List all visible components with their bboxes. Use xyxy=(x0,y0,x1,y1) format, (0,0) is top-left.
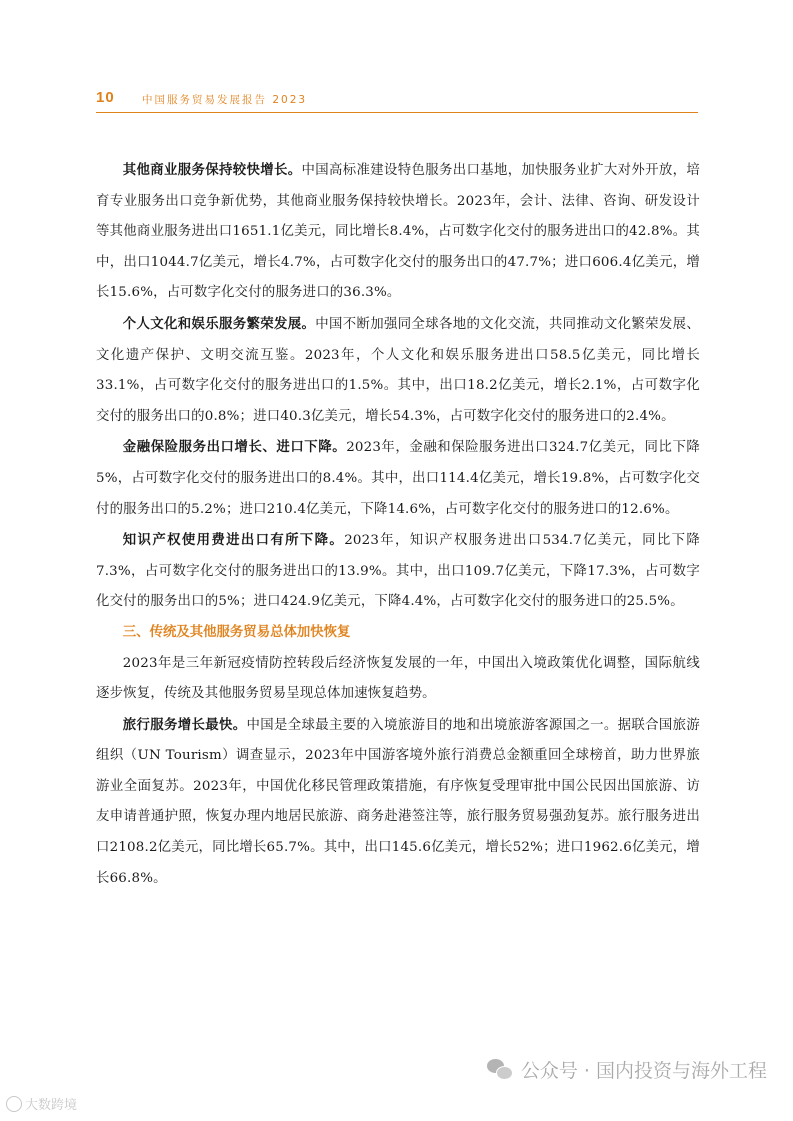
paragraph-other-business xyxy=(96,155,700,309)
paragraph-lead: 个人文化和娱乐服务繁荣发展。 xyxy=(122,315,316,332)
paragraph-lead: 其他商业服务保持较快增长。 xyxy=(122,162,302,178)
paragraph-travel xyxy=(96,710,700,895)
paragraph-text: 中国是全球最主要的入境旅游目的地和出境旅游客源国之一。据联合国旅游组织（UN Tourism）调查显示，2023年中国游客境外旅行消费总金额重回全球榜首，助力世界旅游业全面复苏。2023年，中国优化移民管理政策措施，有序恢复受理审批中国公民因出国旅游、访友申请普通护照，恢复办理内地居民旅游、商务赴港签注等，旅行服务贸易强劲复苏。旅行服务进出口2108.2亿美元，同比增长65.7%。其中，出口145.6亿美元，增长52%；进口1962.6亿美元，增长66.8%。 xyxy=(96,717,700,886)
page-header xyxy=(96,89,698,111)
body-content xyxy=(96,155,700,894)
page-number: 10 xyxy=(96,89,115,106)
corner-watermark xyxy=(6,1094,77,1113)
paragraph-lead: 金融保险服务出口增长、进口下降。 xyxy=(122,439,347,456)
section-heading: 三、传统及其他服务贸易总体加快恢复 xyxy=(122,624,351,640)
paragraph-text: 2023年，金融和保险服务进出口324.7亿美元，同比下降5%，占可数字化交付的服务进出口的8.4%。其中，出口114.4亿美元，增长19.8%，占可数字化交付的服务出口的5.2%；进口210.4亿美元，下降14.6%，占可数字化交付的服务进口的12.6%。 xyxy=(96,440,700,517)
paragraph-lead: 知识产权使用费进出口有所下降。 xyxy=(122,532,345,549)
watermark-text: 公众号 · 国内投资与海外工程 xyxy=(520,1060,767,1082)
paragraph-lead: 旅行服务增长最快。 xyxy=(122,716,247,733)
paragraph-text: 中国高标准建设特色服务出口基地，加快服务业扩大对外开放，培育专业服务出口竞争新优势，其他商业服务保持较快增长。2023年，会计、法律、咨询、研发设计等其他商业服务进出口1651.1亿美元，同比增长8.4%，占可数字化交付的服务进出口的42.8%。其中，出口1044.7亿美元，增长4.7%，占可数字化交付的服务出口的47.7%；进口606.4亿美元，增长15.6%，占可数字化交付的服务进口的36.3%。 xyxy=(96,163,700,301)
paragraph-finance-insurance xyxy=(96,432,700,525)
running-title: 中国服务贸易发展报告 2023 xyxy=(142,94,308,106)
paragraph-culture-entertainment xyxy=(96,309,700,432)
paragraph-ip-royalties xyxy=(96,525,700,618)
paragraph-section-intro: 2023年是三年新冠疫情防控转段后经济恢复发展的一年，中国出入境政策优化调整，国际航线逐步恢复，传统及其他服务贸易呈现总体加速恢复趋势。 xyxy=(96,655,700,702)
header-rule xyxy=(96,112,698,113)
paragraph-text: 中国不断加强同全球各地的文化交流，共同推动文化繁荣发展、文化遗产保护、文明交流互鉴。2023年，个人文化和娱乐服务进出口58.5亿美元，同比增长33.1%，占可数字化交付的服务进出口的1.5%。其中，出口18.2亿美元，增长2.1%，占可数字化交付的服务出口的0.8%；进口40.3亿美元，增长54.3%，占可数字化交付的服务进口的2.4%。 xyxy=(96,316,700,424)
paragraph-text: 2023年，知识产权服务进出口534.7亿美元，同比下降7.3%，占可数字化交付的服务进出口的13.9%。其中，出口109.7亿美元，下降17.3%，占可数字化交付的服务出口的5%；进口424.9亿美元，下降4.4%，占可数字化交付的服务进口的25.5%。 xyxy=(96,533,700,610)
corner-watermark-text: 大数跨境 xyxy=(25,1098,78,1113)
wechat-watermark xyxy=(487,1056,767,1083)
wechat-icon xyxy=(487,1059,513,1081)
corner-logo-icon xyxy=(6,1096,22,1112)
